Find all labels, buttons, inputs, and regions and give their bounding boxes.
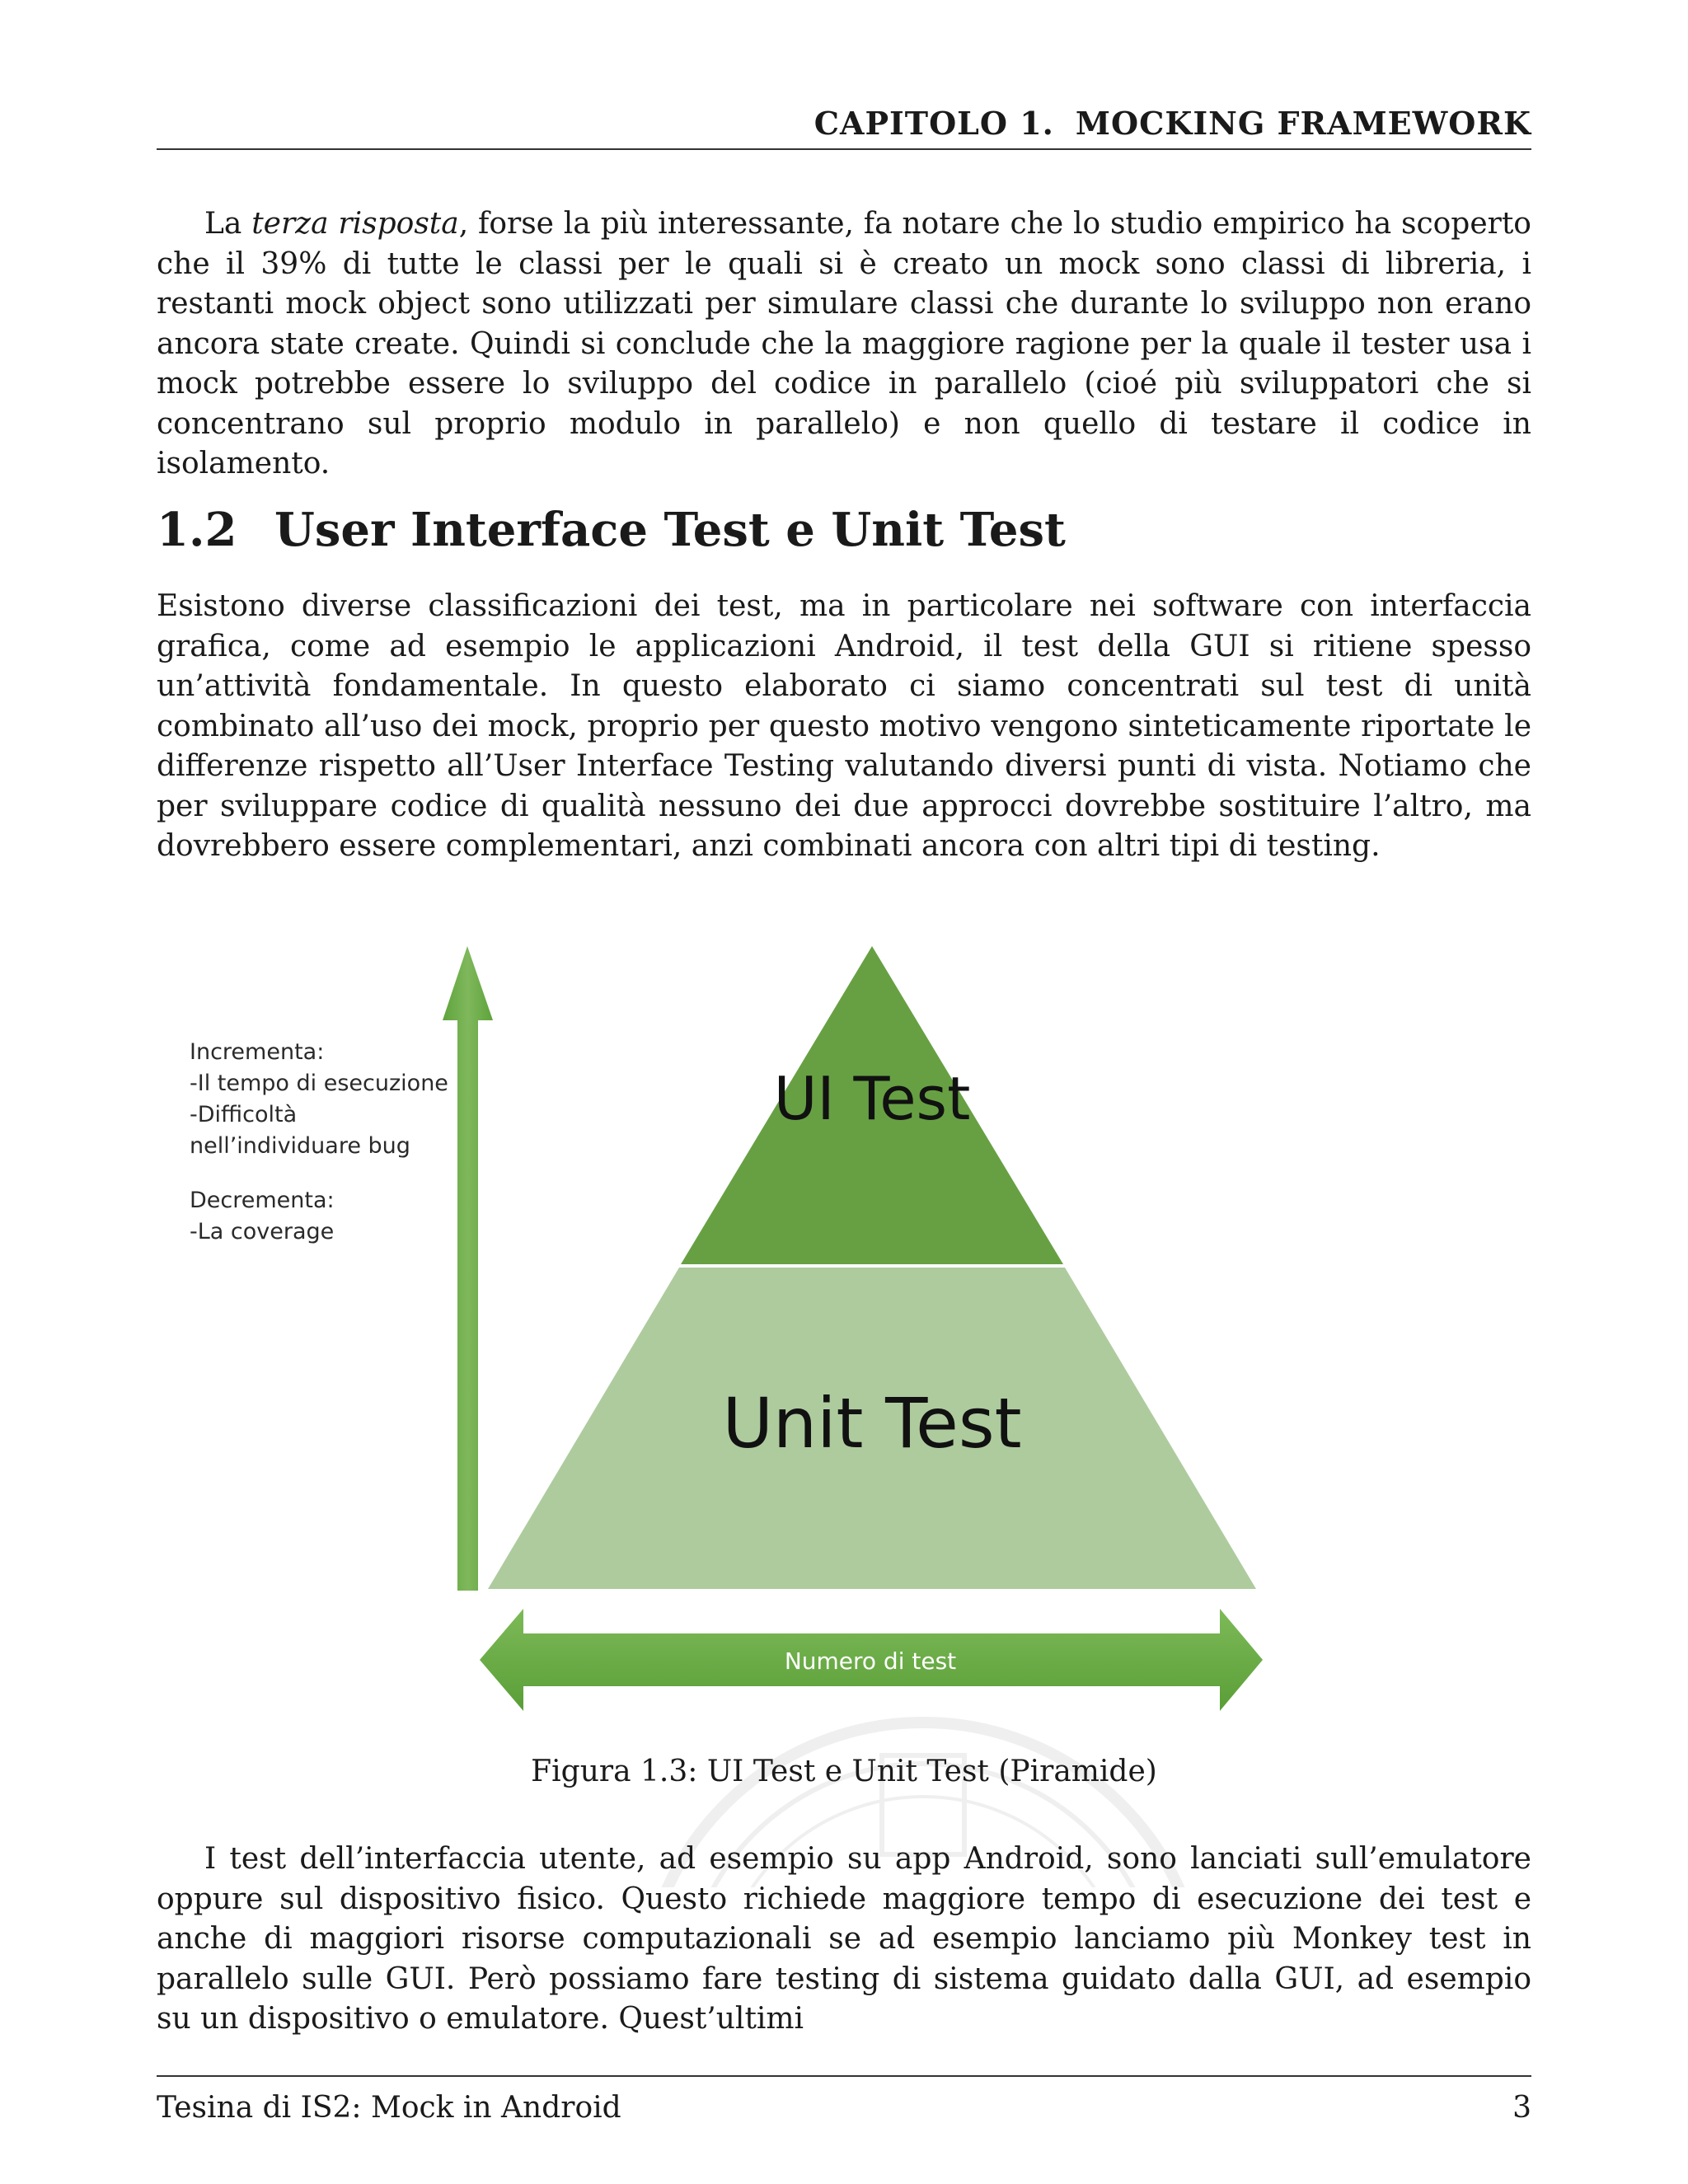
running-footer [157, 2075, 1531, 2128]
increase-heading: Incrementa: [190, 1039, 325, 1065]
section-heading [157, 501, 1066, 559]
paragraph-text: I test dell’interfaccia utente, ad esempio su app Android, sono lanciati sull’emulatore oppure sul dispositivo fisico. Questo richiede maggiore tempo di esecuzione dei test e anche di maggiori risorse computazionali se ad esempio lanciamo più Monkey test in parallelo sulle GUI. Però possiamo fare testing di sistema guidato dalla GUI, ad esempio su un dispositivo o emulatore. Quest’ultimi [157, 1842, 1531, 2036]
emphasis-terza-risposta: terza risposta [251, 207, 459, 241]
axis-label-numero-di-test: Numero di test [784, 1647, 957, 1675]
section-title: User Interface Test e Unit Test [274, 503, 1066, 557]
decrease-heading: Decrementa: [190, 1188, 335, 1213]
footer-title: Tesina di IS2: Mock in Android [157, 2091, 621, 2125]
chapter-number: CAPITOLO 1. [814, 105, 1054, 142]
page-number: 3 [1512, 2091, 1531, 2125]
chapter-title: MOCKING FRAMEWORK [1075, 105, 1531, 142]
increase-item: nell’individuare bug [190, 1133, 410, 1159]
running-header [157, 101, 1531, 150]
decrease-item: -La coverage [190, 1219, 335, 1244]
paragraph-classificazioni: Esistono diverse classificazioni dei test, ma in particolare nei software con interfaccia grafica, come ad esempio le applicazioni Android, il test della GUI si ritiene spesso un’attività fondamentale. In questo elaborato ci siamo concentrati sul test di unità combinato all’uso dei mock, proprio per questo motivo vengono sinteticamente riportate le differenze rispetto all’User Interface Testing valutando diversi punti di vista. Notiamo che per sviluppare codice di qualità nessuno dei due approcci dovrebbe sostituire l’altro, ma dovrebbero essere complementari, anzi combinati ancora con altri tipi di testing. [157, 589, 1531, 863]
page [157, 0, 1531, 2184]
pyramid-top-label: UI Test [773, 1064, 971, 1133]
paragraph-terza-risposta [157, 204, 1531, 485]
side-note [190, 1037, 448, 1248]
vertical-axis-arrow [443, 946, 493, 1591]
increase-item: -Il tempo di esecuzione [190, 1071, 448, 1096]
increase-item: -Difficoltà [190, 1102, 298, 1127]
figure-caption: Figura 1.3: UI Test e Unit Test (Piramide) [531, 1755, 1157, 1788]
paragraph-text: , forse la più interessante, fa notare che lo studio empirico ha scoperto che il 39% di tutte le classi per le quali si è creato un mock sono classi di libreria, i restanti mock object sono utilizzati per simulare classi che durante lo sviluppo non erano ancora state create. Quindi si conclude che la maggiore ragione per la quale il tester usa i mock potrebbe essere lo sviluppo del codice in parallelo (cioé più sviluppatori che si concentrano sul proprio modulo in parallelo) e non quello di testare il codice in isolamento. [157, 207, 1531, 480]
paragraph-ui-test [157, 1840, 1531, 2040]
section-number: 1.2 [157, 503, 237, 557]
pyramid-bottom-label: Unit Test [722, 1383, 1022, 1464]
figure-pyramid [157, 931, 1531, 1722]
paragraph-lead: La [204, 207, 252, 241]
